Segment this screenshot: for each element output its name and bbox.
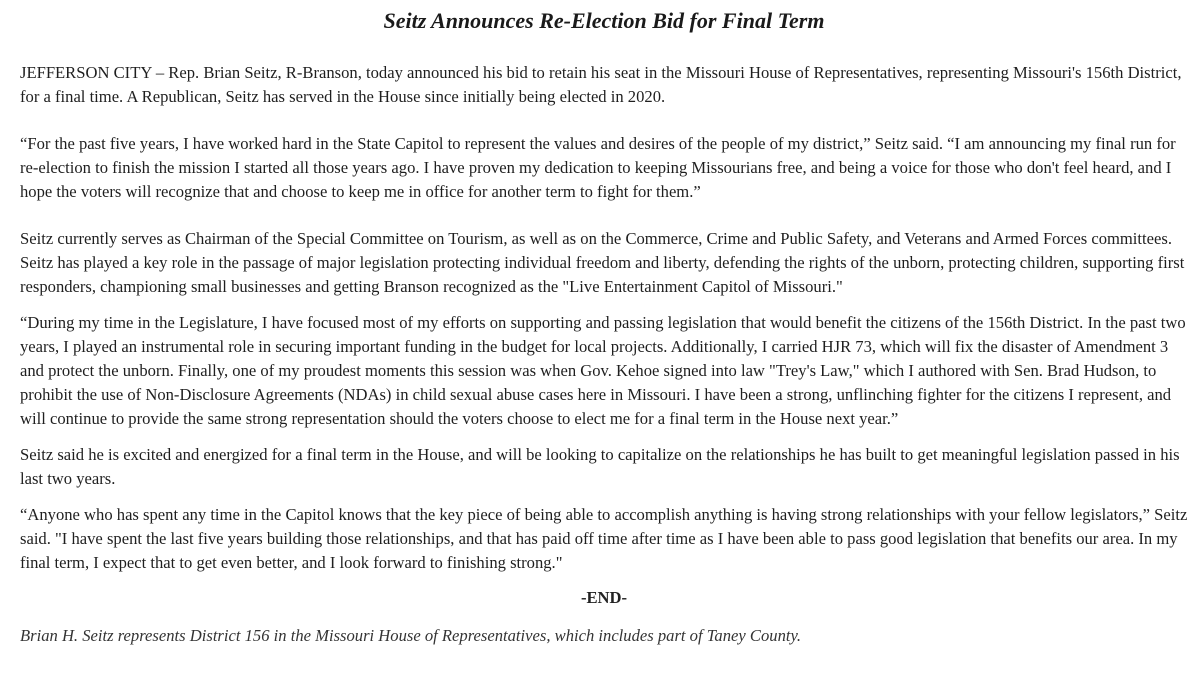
end-marker: -END- (580, 588, 628, 607)
release-title: Seitz Announces Re-Election Bid for Final Term (383, 8, 825, 33)
paragraph-committees: Seitz currently serves as Chairman of the Special Committee on Tourism, as well as on the Commerce, Crime and Public Safety, and Veterans and Armed Forces committees. Seitz has played a key role in the passage of major legislation protecting individual freedom and liberty, defending the rights of the unborn, protecting children, supporting first responders, championing small businesses and getting Branson recognized as the "Live Entertainment Capitol of Missouri." (20, 229, 1185, 296)
paragraph-intro: JEFFERSON CITY – Rep. Brian Seitz, R-Branson, today announced his bid to retain his seat in the Missouri House of Representatives, representing Missouri's 156th District, for a final time. A Republican, Seitz has served in the House since initially being elected in 2020. (20, 63, 1182, 106)
author-footer: Brian H. Seitz represents District 156 in the Missouri House of Representatives, which includes part of Taney County. (20, 626, 802, 645)
paragraph-quote-1: “For the past five years, I have worked hard in the State Capitol to represent the values and desires of the people of my district,” Seitz said. “I am announcing my final run for re-election to finish the mission I started all those years ago. I have proven my dedication to keeping Missourians free, and being a voice for those who don't feel heard, and I hope the voters will recognize that and choose to keep me in office for another term to fight for them.” (20, 134, 1176, 201)
paragraph-final-term: Seitz said he is excited and energized for a final term in the House, and will be looking to capitalize on the relationships he has built to get meaningful legislation passed in his last two years. (20, 445, 1180, 488)
paragraph-quote-3: “Anyone who has spent any time in the Capitol knows that the key piece of being able to accomplish anything is having strong relationships with your fellow legislators,” Seitz said. "I have spent the last five years building those relationships, and that has paid off time after time as I have been able to pass good legislation that benefits our area. In my final term, I expect that to get even better, and I look forward to finishing strong." (20, 505, 1188, 572)
paragraph-quote-2: “During my time in the Legislature, I have focused most of my efforts on supporting and passing legislation that would benefit the citizens of the 156th District. In the past two years, I played an instrumental role in securing important funding in the budget for local projects. Additionally, I carried HJR 73, which will fix the disaster of Amendment 3 and protect the unborn. Finally, one of my proudest moments this session was when Gov. Kehoe signed into law "Trey's Law," which I authored with Sen. Brad Hudson, to prohibit the use of Non-Disclosure Agreements (NDAs) in child sexual abuse cases here in Missouri. I have been a strong, unflinching fighter for the citizens I represent, and will continue to provide the same strong representation should the voters choose to elect me for a final term in the House next year.” (20, 313, 1186, 428)
